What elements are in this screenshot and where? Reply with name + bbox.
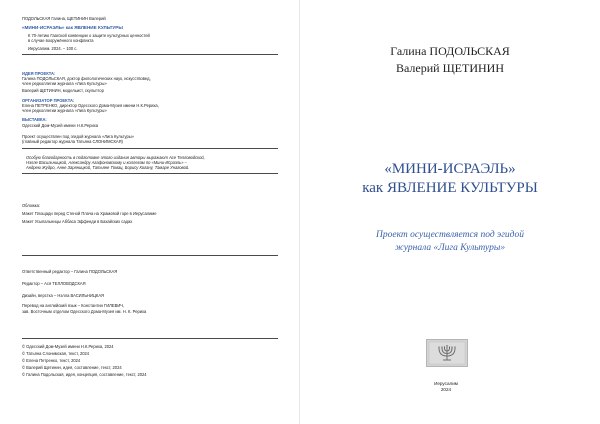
credit-line-5: зав. Восточным отделом Одесского Дома-Музея им. Н. К. Рериха	[22, 309, 147, 314]
exhibition-heading: ВЫСТАВКА:	[22, 117, 47, 122]
imprint-year: 2024	[440, 387, 452, 392]
aegis-line-1: Проект осуществляется под эгидой	[376, 230, 524, 240]
exhibition-line: Одесский Дом-Музей имени Н.К.Рериха	[22, 123, 99, 128]
thanks-line-1: Особую благодарность в подготовке этого издания авторы выражают Асе Телловодской,	[26, 155, 205, 160]
credit-line-3: Дизайн, верстка – Нэлла ВАСИЛЬНИЦКАЯ	[22, 293, 105, 298]
credit-line-4: Перевод на английский язык – Константин ГИЛЕВИЧ,	[22, 303, 125, 308]
idea-line-1: Галина ПОДОЛЬСКАЯ, доктор филологических наук, искусствовед,	[22, 76, 151, 81]
project-line-2: (главный редактор журнала Татьяна СЛОНИМСКАЯ)	[22, 139, 123, 144]
copyright-line-4: © Валерий Щетинин, идея, составление, текст, 2024	[22, 365, 122, 370]
aegis-line-2: журнала «Лига Культуры»	[394, 243, 506, 253]
copyright-line-1: © Одесский Дом-Музей имени Н.К.Рериха, 2024	[22, 344, 114, 349]
divider	[22, 255, 278, 256]
copyright-line-2: © Татьяна Слонимская, текст, 2024	[22, 351, 90, 356]
imprint-line: Иерусалим. 2024. – 100 с.	[28, 46, 78, 51]
imprint-city: Иерусалим	[434, 381, 458, 386]
organizer-line-1: Елена ПЕТРЕНКО, директор Одесского Дома-Музея имени Н.К.Рериха,	[22, 103, 159, 108]
author-2: Валерий ЩЕТИНИН	[395, 61, 505, 75]
divider	[22, 338, 278, 339]
cover-label: Обложка:	[22, 203, 41, 208]
idea-line-2: член редколлегии журнала «Лига Культуры»	[22, 81, 107, 86]
divider	[22, 173, 278, 174]
divider	[22, 54, 278, 55]
credit-line-1: Ответственный редактор – Галина ПОДОЛЬСКАЯ	[22, 269, 118, 274]
idea-line-3: Валерий ЩЕТИНИН, модельист, скульптор	[22, 88, 104, 93]
organizer-heading: ОРГАНИЗАТОР ПРОЕКТА:	[22, 98, 75, 103]
idea-heading: ИДЕЯ ПРОЕКТА:	[22, 71, 56, 76]
thanks-line-3: Андрею Жудро, Анне Заряницкой, Татьяне Томац, Борису Когану, Тамаре Унаговой.	[26, 165, 190, 170]
book-title: «МИНИ-ИСРАЭЛЬ» как ЯВЛЕНИЕ КУЛЬТУРЫ	[22, 25, 123, 30]
subtitle-line-2: в случае вооружённого конфликта	[28, 38, 94, 43]
thanks-line-2: Нэлле Васильницкой, Александру Агафоновскому и коллегам по «Мини-Исраэль» –	[26, 160, 187, 165]
subtitle-line-1: К 70-летию Гаагской конвенции о защите культурных ценностей	[28, 33, 150, 38]
authors-line: ПОДОЛЬСКАЯ Галина, ЩЕТИНИН Валерий	[22, 16, 106, 21]
copyright-line-5: © Галина Подольская, идея, концепция, составление, текст, 2024	[22, 372, 147, 377]
project-line-1: Проект осуществлен под эгидой журнала «Лига Культуры»	[22, 134, 134, 139]
cover-line-2: Макет Усыпальницы Аббаса Эффенди в Бахайских садах	[22, 219, 133, 224]
credit-line-2: Редактор – Ася ТЕЛЛОВОДСКАЯ	[22, 281, 86, 286]
menorah-emblem-icon	[426, 339, 468, 367]
cover-line-1: Макет Площади перед Стеной Плача на Храмовой горе в Иерусалиме	[22, 211, 157, 216]
author-1: Галина ПОДОЛЬСКАЯ	[390, 44, 510, 58]
copyright-line-3: © Елена Петренко, текст, 2024	[22, 358, 81, 363]
title-line-2: как ЯВЛЕНИЕ КУЛЬТУРЫ	[362, 180, 538, 196]
organizer-line-2: член редколлегии журнала «Лига Культуры»	[22, 108, 107, 113]
divider	[22, 148, 278, 149]
title-line-1: «МИНИ-ИСРАЭЛЬ»	[384, 161, 516, 177]
